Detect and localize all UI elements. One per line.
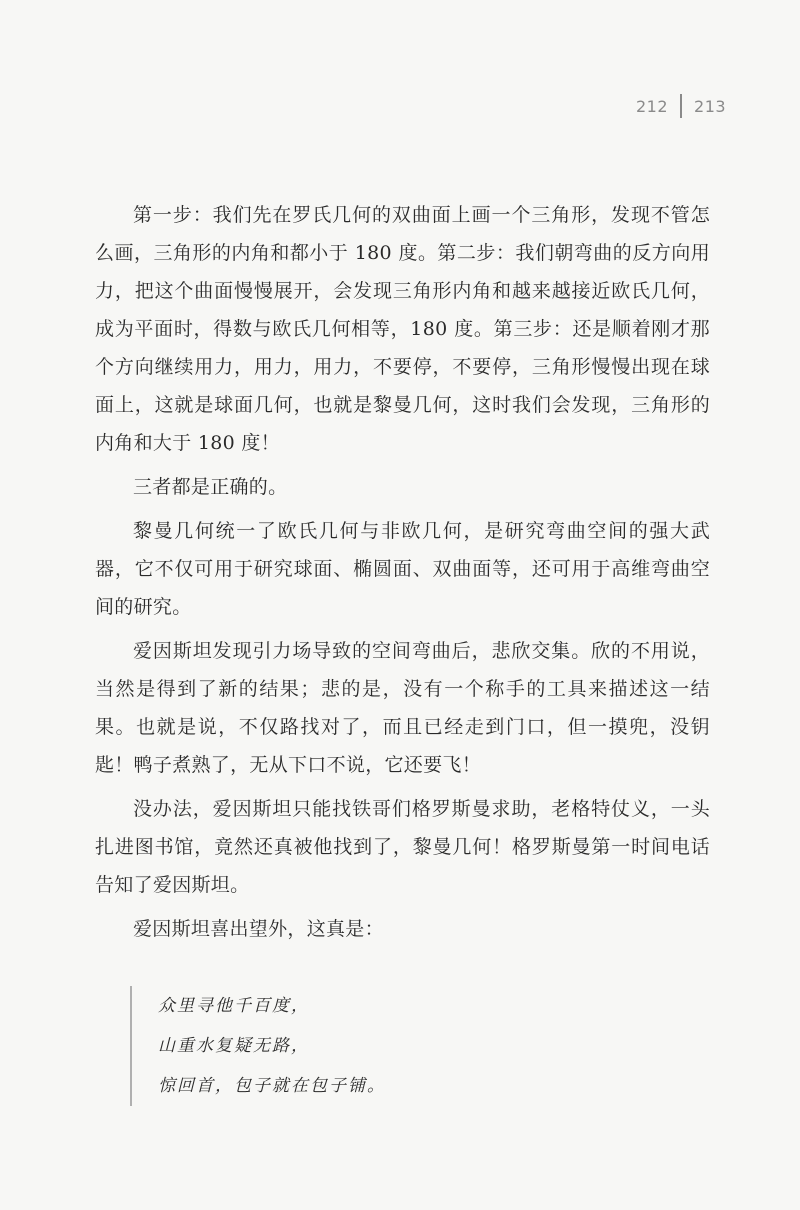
page-number-right: 213 bbox=[694, 96, 727, 116]
page-number-left: 212 bbox=[636, 96, 669, 116]
poem-block bbox=[130, 986, 386, 1106]
poem-line-2: 山重水复疑无路， bbox=[158, 1036, 310, 1056]
page-number-divider bbox=[680, 94, 682, 118]
paragraph-2: 三者都是正确的。 bbox=[133, 476, 288, 498]
poem-line-1: 众里寻他千百度， bbox=[158, 996, 310, 1016]
paragraph-6: 爱因斯坦喜出望外，这真是： bbox=[133, 918, 384, 940]
paragraph-1: 第一步：我们先在罗氏几何的双曲面上画一个三角形，发现不管怎么画，三角形的内角和都小于 180 度。第二步：我们朝弯曲的反方向用力，把这个曲面慢慢展开，会发现三角形内角和越来越接近欧氏几何，成为平面时，得数与欧氏几何相等，180 度。第三步：还是顺着刚才那个方向继续用力，用力，用力，不要停，不要停，三角形慢慢出现在球面上，这就是球面几何，也就是黎曼几何，这时我们会发现，三角形的内角和大于 180 度！ bbox=[95, 204, 710, 454]
paragraph-5: 没办法，爱因斯坦只能找铁哥们格罗斯曼求助，老格特仗义，一头扎进图书馆，竟然还真被他找到了，黎曼几何！格罗斯曼第一时间电话告知了爱因斯坦。 bbox=[95, 798, 710, 896]
paragraph-3: 黎曼几何统一了欧氏几何与非欧几何，是研究弯曲空间的强大武器，它不仅可用于研究球面、椭圆面、双曲面等，还可用于高维弯曲空间的研究。 bbox=[95, 520, 710, 618]
page-number bbox=[636, 94, 726, 118]
poem-line-3: 惊回首，包子就在包子铺。 bbox=[158, 1076, 386, 1096]
paragraph-4: 爱因斯坦发现引力场导致的空间弯曲后，悲欣交集。欣的不用说，当然是得到了新的结果；悲的是，没有一个称手的工具来描述这一结果。也就是说，不仅路找对了，而且已经走到门口，但一摸兜，没钥匙！鸭子煮熟了，无从下口不说，它还要飞！ bbox=[95, 640, 710, 776]
body-text bbox=[95, 196, 710, 948]
